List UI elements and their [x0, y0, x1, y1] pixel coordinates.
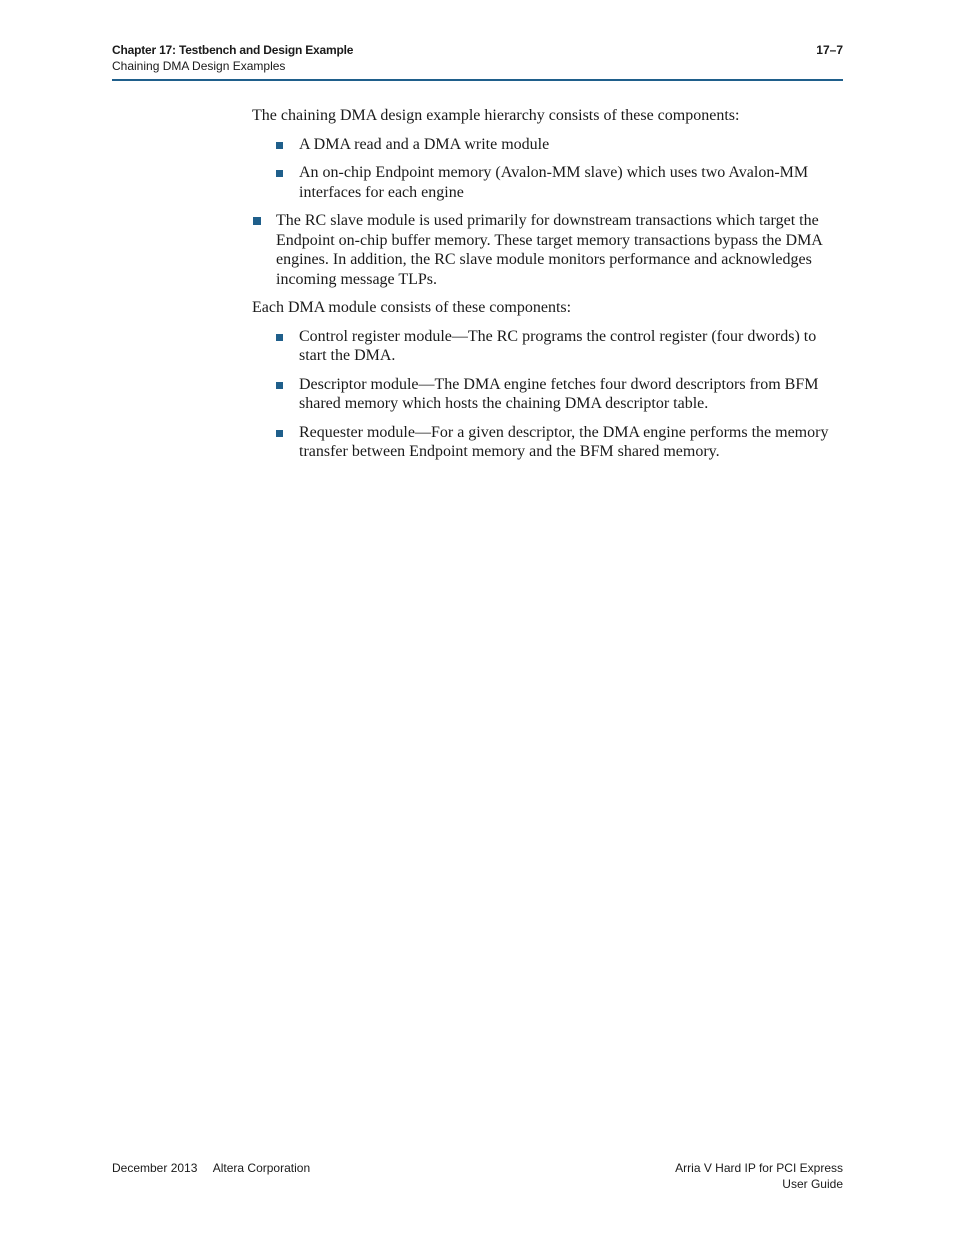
page-number: 17–7	[816, 43, 843, 57]
page-content	[252, 106, 844, 471]
list-item	[252, 135, 844, 155]
bullet-square-icon	[276, 382, 283, 389]
list-item-text: A DMA read and a DMA write module	[299, 135, 550, 153]
footer-company: Altera Corporation	[212, 1161, 311, 1175]
bullet-square-icon	[253, 217, 261, 225]
bullet-square-icon	[276, 430, 283, 437]
list-item	[252, 423, 844, 462]
list-item	[252, 211, 844, 289]
list-item-text: Descriptor module—The DMA engine fetches four dword descriptors from BFM shared memory which hosts the chaining DMA descriptor table.	[299, 375, 819, 412]
bullet-square-icon	[276, 170, 283, 177]
list-item-text: Requester module—For a given descriptor, the DMA engine performs the memory transfer between Endpoint memory and the BFM shared memory.	[299, 423, 829, 460]
hierarchy-intro: The chaining DMA design example hierarchy consists of these components:	[252, 107, 740, 124]
list-item	[252, 375, 844, 414]
footer-right	[675, 1160, 843, 1192]
footer-date: December 2013	[112, 1161, 198, 1175]
list-item	[252, 163, 844, 202]
list-item-text: The RC slave module is used primarily for downstream transactions which target the Endpoint on-chip buffer memory. These target memory transactions bypass the DMA engines. In addition, the RC slave module monitors performance and acknowledges incoming message TLPs.	[276, 212, 822, 288]
footer-left	[112, 1160, 310, 1176]
list-item	[252, 327, 844, 366]
footer-doc-title: Arria V Hard IP for PCI Express	[675, 1161, 843, 1175]
dma-intro: Each DMA module consists of these components:	[252, 299, 572, 316]
bullet-square-icon	[276, 142, 283, 149]
list-item-text: Control register module—The RC programs the control register (four dwords) to start the DMA.	[299, 327, 817, 364]
list-item-text: An on-chip Endpoint memory (Avalon-MM slave) which uses two Avalon-MM interfaces for each engine	[299, 164, 809, 201]
section-title: Chaining DMA Design Examples	[112, 59, 286, 73]
page-header	[112, 43, 843, 81]
bullet-square-icon	[276, 334, 283, 341]
footer-doc-type: User Guide	[782, 1177, 843, 1191]
chapter-title: Chapter 17: Testbench and Design Example	[112, 43, 354, 57]
